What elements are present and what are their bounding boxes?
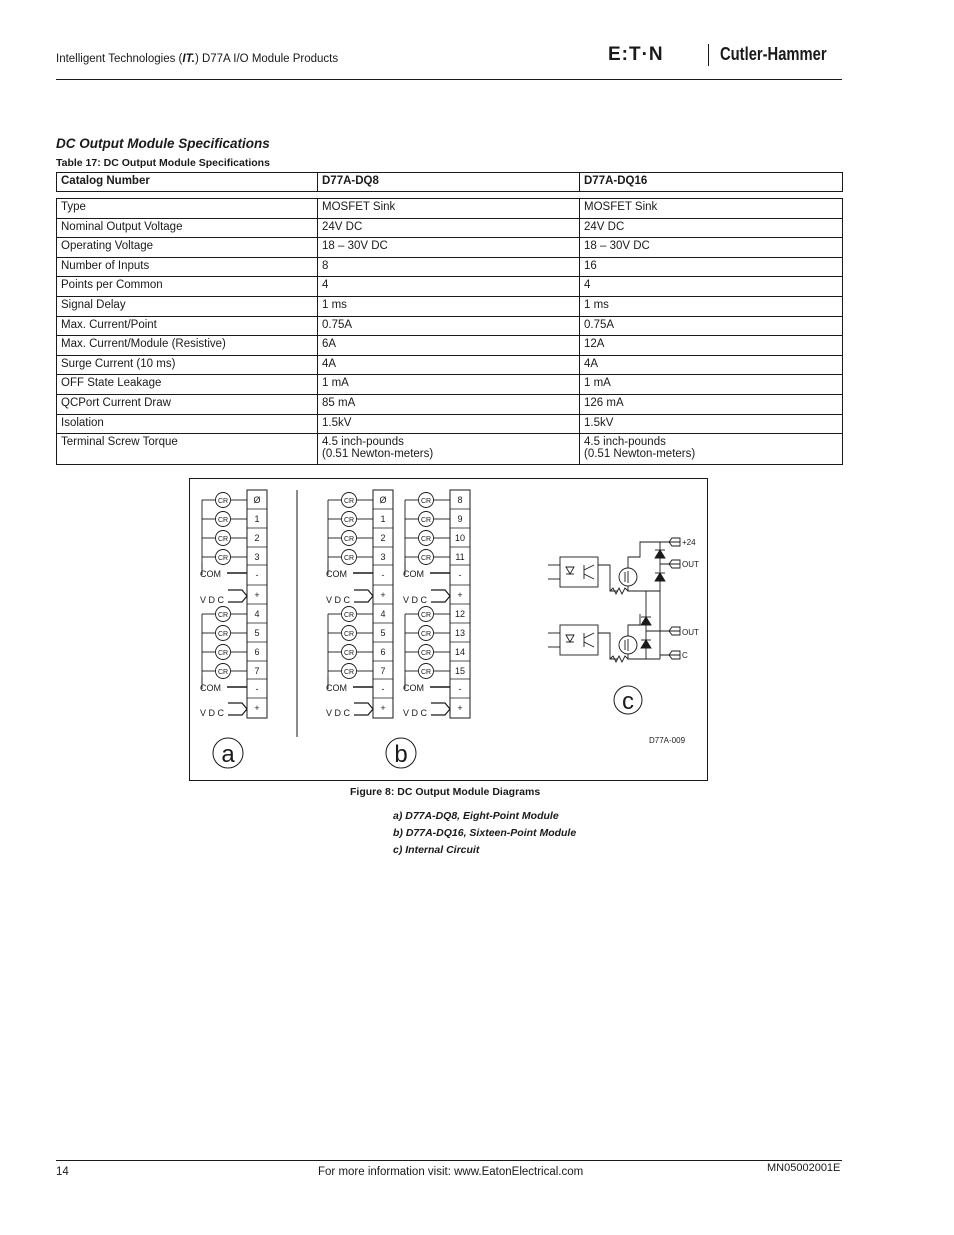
cr-label: CR — [217, 555, 229, 562]
table-cell: 85 mA — [318, 394, 580, 414]
terminal-label: + — [380, 590, 386, 600]
terminal-label: 10 — [454, 533, 466, 543]
transistor-lead — [584, 642, 594, 647]
terminal-label: + — [254, 703, 260, 713]
terminal-label: 1 — [254, 514, 260, 524]
com-label: COM — [326, 683, 347, 693]
terminal-label: - — [255, 570, 259, 580]
vdc-arrow — [431, 703, 450, 715]
table-row — [57, 218, 843, 238]
vdc-label: V D C — [403, 708, 428, 718]
table-row — [57, 434, 843, 465]
terminal-label: 5 — [254, 628, 260, 638]
header-it: IT. — [182, 53, 195, 65]
diode — [655, 550, 665, 558]
vdc-label: V D C — [326, 708, 351, 718]
cr-label: CR — [217, 517, 229, 524]
table-row — [57, 277, 843, 297]
table-row — [57, 375, 843, 395]
optocoupler — [560, 625, 598, 655]
page-number: 14 — [56, 1166, 69, 1178]
cell-line: 4.5 inch-pounds — [322, 436, 404, 449]
terminal-label: 7 — [254, 666, 260, 676]
cr-label: CR — [217, 612, 229, 619]
vdc-arrow — [354, 590, 373, 602]
circuit-wire — [628, 542, 660, 568]
table-cell: 16 — [580, 257, 843, 277]
terminal-label: - — [381, 684, 385, 694]
circuit-wire — [628, 586, 660, 591]
vdc-label: V D C — [200, 708, 225, 718]
terminal-label: - — [381, 570, 385, 580]
terminal-label: 15 — [454, 666, 466, 676]
footer-rule — [56, 1160, 842, 1161]
table-row — [57, 355, 843, 375]
terminal-wiring — [200, 490, 470, 718]
cr-label: CR — [420, 650, 432, 657]
cr-label: CR — [343, 536, 355, 543]
footer-url: For more information visit: www.EatonElectrical.com — [318, 1166, 584, 1178]
wiring-figure — [189, 478, 708, 781]
terminal-label: Ø — [379, 495, 387, 505]
table-cell: 18 – 30V DC — [580, 238, 843, 258]
cell-line: (0.51 Newton-meters) — [322, 448, 434, 461]
circuit-label: +24 — [682, 538, 696, 547]
cr-label: CR — [217, 536, 229, 543]
vdc-arrow — [228, 703, 247, 715]
table-cell: OFF State Leakage — [57, 375, 318, 395]
terminal-label: 9 — [457, 514, 463, 524]
table-cell: MOSFET Sink — [580, 199, 843, 219]
cr-label: CR — [343, 669, 355, 676]
spec-table-header — [56, 172, 843, 192]
cr-label: CR — [217, 631, 229, 638]
table-cell: Max. Current/Module (Resistive) — [57, 336, 318, 356]
circuit-wire — [598, 633, 618, 659]
table-cell: 1.5kV — [580, 414, 843, 434]
cr-label: CR — [343, 631, 355, 638]
table-cell: 24V DC — [318, 218, 580, 238]
com-label: COM — [200, 683, 221, 693]
table-cell: QCPort Current Draw — [57, 394, 318, 414]
table-cell: 0.75A — [318, 316, 580, 336]
cr-label: CR — [343, 555, 355, 562]
table-cell: 24V DC — [580, 218, 843, 238]
letter-a: a — [221, 741, 235, 768]
header-cell: Catalog Number — [57, 173, 318, 192]
panel-letters — [213, 686, 642, 768]
terminal-module — [403, 490, 470, 718]
terminal-label: 8 — [457, 495, 463, 505]
table-row — [57, 336, 843, 356]
terminal-label: 11 — [455, 552, 465, 562]
letter-c: c — [622, 688, 634, 715]
table-cell: Operating Voltage — [57, 238, 318, 258]
circuit-wire — [628, 654, 660, 659]
figure-caption: Figure 8: DC Output Module Diagrams — [350, 786, 541, 798]
table-cell: Surge Current (10 ms) — [57, 355, 318, 375]
wiring-diagram — [190, 479, 707, 780]
terminal-label: + — [457, 590, 463, 600]
table-cell: Isolation — [57, 414, 318, 434]
table-cell: 6A — [318, 336, 580, 356]
drawing-id: D77A-009 — [649, 736, 686, 745]
com-label: COM — [326, 569, 347, 579]
terminal-label: 13 — [454, 628, 466, 638]
circuit-label: C — [682, 651, 688, 660]
terminal-label: - — [458, 570, 462, 580]
table-cell — [580, 434, 843, 465]
table-cell: 4A — [580, 355, 843, 375]
cr-label: CR — [420, 498, 432, 505]
vdc-label: V D C — [200, 595, 225, 605]
terminal-label: + — [254, 590, 260, 600]
cr-label: CR — [217, 669, 229, 676]
vdc-arrow — [354, 703, 373, 715]
table-cell: 8 — [318, 257, 580, 277]
header-cell: D77A-DQ8 — [318, 173, 580, 192]
table-cell: 1 ms — [580, 296, 843, 316]
terminal-module — [326, 490, 393, 718]
vdc-label: V D C — [403, 595, 428, 605]
table-cell: 4A — [318, 355, 580, 375]
cr-label: CR — [343, 498, 355, 505]
table-row — [57, 257, 843, 277]
table-cell: 1 ms — [318, 296, 580, 316]
cr-label: CR — [217, 650, 229, 657]
terminal-label: 6 — [380, 647, 386, 657]
table-cell — [318, 434, 580, 465]
table-row — [57, 238, 843, 258]
terminal-label: - — [255, 684, 259, 694]
header-cell: D77A-DQ16 — [580, 173, 843, 192]
header-row — [57, 173, 843, 192]
transistor-lead — [584, 633, 594, 638]
table-cell: 1 mA — [580, 375, 843, 395]
header-prefix: Intelligent Technologies ( — [56, 53, 183, 65]
terminal-label: + — [457, 703, 463, 713]
cell-line: (0.51 Newton-meters) — [584, 448, 696, 461]
table-row — [57, 296, 843, 316]
table-row — [57, 199, 843, 219]
terminal-label: 2 — [254, 533, 260, 543]
table-cell: Points per Common — [57, 277, 318, 297]
table-row — [57, 316, 843, 336]
eaton-logo: E:T·N — [608, 44, 664, 65]
cell-line: 4.5 inch-pounds — [584, 436, 666, 449]
table-cell: Number of Inputs — [57, 257, 318, 277]
terminal-label: 14 — [454, 647, 466, 657]
figure-list-item: b) D77A-DQ16, Sixteen-Point Module — [393, 827, 577, 839]
terminal-label: 7 — [380, 666, 386, 676]
figure-list-item: c) Internal Circuit — [393, 844, 480, 856]
table-cell: 0.75A — [580, 316, 843, 336]
brand-name: Cutler-Hammer — [720, 44, 827, 64]
cr-label: CR — [420, 612, 432, 619]
terminal-label: - — [458, 684, 462, 694]
document-number: MN05002001E — [767, 1162, 841, 1174]
table-cell: Signal Delay — [57, 296, 318, 316]
terminal-label: 5 — [380, 628, 386, 638]
internal-circuit — [548, 538, 680, 662]
header-rule — [56, 79, 842, 80]
terminal-label: 1 — [380, 514, 386, 524]
circuit-label: OUT — [682, 560, 699, 569]
terminal-label: 12 — [454, 609, 466, 619]
cr-label: CR — [217, 498, 229, 505]
terminal-label: 3 — [254, 552, 260, 562]
figure-list-item: a) D77A-DQ8, Eight-Point Module — [393, 810, 559, 822]
table-cell: MOSFET Sink — [318, 199, 580, 219]
optocoupler — [560, 557, 598, 587]
led-symbol — [566, 567, 574, 574]
cr-label: CR — [343, 650, 355, 657]
cr-label: CR — [420, 517, 432, 524]
table-cell: 18 – 30V DC — [318, 238, 580, 258]
table-cell: 126 mA — [580, 394, 843, 414]
table-cell: Max. Current/Point — [57, 316, 318, 336]
cr-label: CR — [343, 517, 355, 524]
table-cell: 12A — [580, 336, 843, 356]
com-label: COM — [200, 569, 221, 579]
led-symbol — [566, 635, 574, 642]
table-row — [57, 394, 843, 414]
circuit-label-group — [682, 538, 699, 660]
cr-label: CR — [420, 555, 432, 562]
terminal-label: Ø — [253, 495, 261, 505]
vdc-label: V D C — [326, 595, 351, 605]
terminal-label: 3 — [380, 552, 386, 562]
terminal-label: 4 — [380, 609, 386, 619]
vdc-arrow — [431, 590, 450, 602]
logo-separator — [708, 44, 709, 66]
table-cell: 4 — [318, 277, 580, 297]
table-cell: 1 mA — [318, 375, 580, 395]
circuit-label: OUT — [682, 628, 699, 637]
spec-table — [56, 198, 843, 465]
diode — [655, 573, 665, 581]
running-header — [56, 53, 338, 65]
cr-label: CR — [420, 536, 432, 543]
diode — [641, 617, 651, 625]
terminal-label: 6 — [254, 647, 260, 657]
transistor-lead — [584, 565, 594, 570]
table-cell: Terminal Screw Torque — [57, 434, 318, 465]
table-cell: Type — [57, 199, 318, 219]
header-suffix: ) D77A I/O Module Products — [194, 53, 339, 65]
circuit-wire — [628, 614, 640, 636]
circuit-wire — [598, 565, 618, 591]
com-label: COM — [403, 569, 424, 579]
table-caption: Table 17: DC Output Module Specifications — [56, 157, 270, 169]
terminal-label: 4 — [254, 609, 260, 619]
com-label: COM — [403, 683, 424, 693]
figure-list — [393, 808, 576, 859]
cr-label: CR — [420, 669, 432, 676]
cr-label: CR — [420, 631, 432, 638]
table-cell: 1.5kV — [318, 414, 580, 434]
vdc-arrow — [228, 590, 247, 602]
table-cell: Nominal Output Voltage — [57, 218, 318, 238]
terminal-label: + — [380, 703, 386, 713]
table-cell: 4 — [580, 277, 843, 297]
section-title: DC Output Module Specifications — [56, 136, 270, 151]
terminal-label: 2 — [380, 533, 386, 543]
cr-label: CR — [343, 612, 355, 619]
terminal-module — [200, 490, 267, 718]
table-row — [57, 414, 843, 434]
transistor-lead — [584, 574, 594, 579]
diode — [641, 640, 651, 648]
letter-b: b — [394, 741, 408, 768]
